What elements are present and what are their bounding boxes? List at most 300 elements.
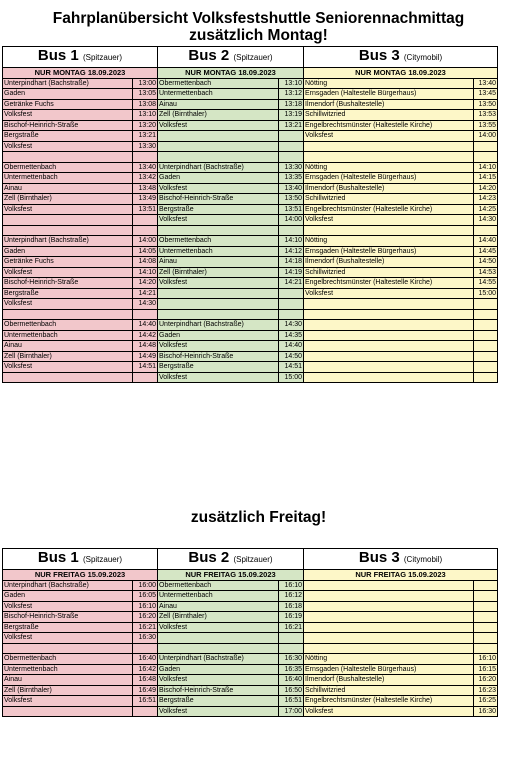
stop-name: Nötting bbox=[304, 78, 474, 89]
departure-time: 13:20 bbox=[133, 120, 158, 131]
departure-time: 14:55 bbox=[474, 278, 498, 289]
table-row bbox=[3, 99, 498, 110]
stop-name: Ilmendorf (Bushaltestelle) bbox=[304, 183, 474, 194]
stop-name: Zell (Birnthaler) bbox=[3, 685, 133, 696]
stop-name: Unterpindhart (Bachstraße) bbox=[158, 162, 279, 173]
departure-time: 13:49 bbox=[133, 194, 158, 205]
departure-time: 16:30 bbox=[474, 706, 498, 717]
departure-time: 13:40 bbox=[279, 183, 304, 194]
stop-name bbox=[304, 341, 474, 352]
departure-time: 13:10 bbox=[279, 78, 304, 89]
departure-time bbox=[474, 309, 498, 320]
stop-name: Volksfest bbox=[3, 110, 133, 121]
departure-time: 16:23 bbox=[474, 685, 498, 696]
departure-time: 13:53 bbox=[474, 110, 498, 121]
stop-name: Ainau bbox=[3, 341, 133, 352]
stop-name: Bergstraße bbox=[158, 696, 279, 707]
stop-name bbox=[304, 612, 474, 623]
departure-time bbox=[279, 309, 304, 320]
date-label: NUR MONTAG 18.09.2023 bbox=[158, 68, 304, 79]
stop-name: Gaden bbox=[3, 89, 133, 100]
departure-time: 14:49 bbox=[133, 351, 158, 362]
stop-name: Bischof-Heinrich-Straße bbox=[158, 685, 279, 696]
table-row bbox=[3, 152, 498, 163]
stop-name: Volksfest bbox=[3, 696, 133, 707]
stop-name: Schillwitzried bbox=[304, 110, 474, 121]
stop-name: Volksfest bbox=[158, 706, 279, 717]
departure-time: 14:40 bbox=[474, 236, 498, 247]
table-row bbox=[3, 351, 498, 362]
departure-time: 13:21 bbox=[133, 131, 158, 142]
stop-name bbox=[304, 141, 474, 152]
stop-name bbox=[304, 580, 474, 591]
stop-name: Volksfest bbox=[304, 288, 474, 299]
departure-time: 16:15 bbox=[474, 664, 498, 675]
departure-time: 16:42 bbox=[133, 664, 158, 675]
stop-name: Unterpindhart (Bachstraße) bbox=[3, 580, 133, 591]
departure-time: 13:51 bbox=[279, 204, 304, 215]
departure-time: 17:00 bbox=[279, 706, 304, 717]
table-row bbox=[3, 591, 498, 602]
departure-time: 13:30 bbox=[133, 141, 158, 152]
stop-name: Ernsgaden (Haltestelle Bürgerhaus) bbox=[304, 89, 474, 100]
date-row bbox=[3, 570, 498, 581]
stop-name bbox=[3, 309, 133, 320]
stop-name bbox=[3, 215, 133, 226]
departure-time bbox=[133, 643, 158, 654]
page-title: Fahrplanübersicht Volksfestshuttle Seniorennachmittag bbox=[52, 10, 465, 27]
bus-name: Bus 3 bbox=[358, 549, 400, 566]
departure-time bbox=[474, 152, 498, 163]
departure-time: 16:35 bbox=[279, 664, 304, 675]
stop-name: Nötting bbox=[304, 654, 474, 665]
table-row bbox=[3, 204, 498, 215]
stop-name: Schillwitzried bbox=[304, 194, 474, 205]
table-row bbox=[3, 341, 498, 352]
table-row bbox=[3, 320, 498, 331]
departure-time: 14:25 bbox=[474, 204, 498, 215]
departure-time: 14:40 bbox=[279, 341, 304, 352]
stop-name: Obermettenbach bbox=[158, 580, 279, 591]
departure-time: 13:08 bbox=[133, 99, 158, 110]
stop-name bbox=[304, 330, 474, 341]
departure-time bbox=[474, 633, 498, 644]
table-row bbox=[3, 706, 498, 717]
stop-name: Engelbrechtsmünster (Haltestelle Kirche) bbox=[304, 696, 474, 707]
stop-name: Ainau bbox=[3, 183, 133, 194]
stop-name: Volksfest bbox=[304, 131, 474, 142]
table-row bbox=[3, 236, 498, 247]
bus-header-3 bbox=[304, 549, 498, 570]
stop-name: Volksfest bbox=[304, 215, 474, 226]
departure-time: 15:00 bbox=[474, 288, 498, 299]
departure-time: 16:40 bbox=[279, 675, 304, 686]
departure-time bbox=[133, 309, 158, 320]
stop-name bbox=[304, 351, 474, 362]
monday-schedule-table bbox=[2, 46, 498, 383]
departure-time: 16:21 bbox=[279, 622, 304, 633]
stop-name: Bergstraße bbox=[3, 131, 133, 142]
bus-name: Bus 3 bbox=[358, 47, 400, 64]
stop-name bbox=[158, 643, 279, 654]
stop-name: Schillwitzried bbox=[304, 685, 474, 696]
bus-name: Bus 1 bbox=[37, 47, 79, 64]
stop-name: Untermettenbach bbox=[3, 330, 133, 341]
stop-name: Volksfest bbox=[158, 183, 279, 194]
stop-name: Obermettenbach bbox=[3, 162, 133, 173]
departure-time: 16:19 bbox=[279, 612, 304, 623]
page-subtitle-monday: zusätzlich Montag! bbox=[189, 27, 328, 44]
table-row bbox=[3, 120, 498, 131]
departure-time: 13:35 bbox=[279, 173, 304, 184]
stop-name: Bischof-Heinrich-Straße bbox=[158, 194, 279, 205]
departure-time: 16:50 bbox=[279, 685, 304, 696]
stop-name: Volksfest bbox=[3, 267, 133, 278]
table-row bbox=[3, 643, 498, 654]
departure-time bbox=[279, 633, 304, 644]
departure-time: 14:51 bbox=[279, 362, 304, 373]
stop-name: Bischof-Heinrich-Straße bbox=[3, 278, 133, 289]
stop-name: Bergstraße bbox=[3, 288, 133, 299]
stop-name: Engelbrechtsmünster (Haltestelle Kirche) bbox=[304, 278, 474, 289]
bus-name: Bus 2 bbox=[188, 549, 230, 566]
departure-time: 13:05 bbox=[133, 89, 158, 100]
departure-time: 16:40 bbox=[133, 654, 158, 665]
stop-name: Ilmendorf (Bushaltestelle) bbox=[304, 675, 474, 686]
departure-time: 13:12 bbox=[279, 89, 304, 100]
table-row bbox=[3, 612, 498, 623]
stop-name: Bergstraße bbox=[158, 362, 279, 373]
table-row bbox=[3, 654, 498, 665]
departure-time bbox=[474, 622, 498, 633]
departure-time bbox=[279, 225, 304, 236]
stop-name: Volksfest bbox=[3, 601, 133, 612]
departure-time: 16:30 bbox=[133, 633, 158, 644]
table-row bbox=[3, 89, 498, 100]
stop-name bbox=[3, 706, 133, 717]
date-label: NUR MONTAG 18.09.2023 bbox=[3, 68, 158, 79]
departure-time: 14:50 bbox=[279, 351, 304, 362]
departure-time: 14:30 bbox=[133, 299, 158, 310]
departure-time: 16:21 bbox=[133, 622, 158, 633]
table-row bbox=[3, 633, 498, 644]
stop-name: Volksfest bbox=[3, 362, 133, 373]
stop-name: Unterpindhart (Bachstraße) bbox=[3, 78, 133, 89]
stop-name bbox=[304, 320, 474, 331]
departure-time: 13:30 bbox=[279, 162, 304, 173]
departure-time: 13:42 bbox=[133, 173, 158, 184]
departure-time: 14:20 bbox=[474, 183, 498, 194]
departure-time: 14:21 bbox=[279, 278, 304, 289]
departure-time: 14:30 bbox=[279, 320, 304, 331]
stop-name: Volksfest bbox=[158, 278, 279, 289]
departure-time: 16:12 bbox=[279, 591, 304, 602]
table-row bbox=[3, 110, 498, 121]
bus-operator: (Citymobil) bbox=[403, 53, 443, 62]
stop-name: Obermettenbach bbox=[3, 320, 133, 331]
stop-name: Obermettenbach bbox=[158, 78, 279, 89]
table-row bbox=[3, 278, 498, 289]
departure-time: 14:23 bbox=[474, 194, 498, 205]
departure-time bbox=[279, 141, 304, 152]
departure-time: 14:48 bbox=[133, 341, 158, 352]
friday-schedule-table bbox=[2, 548, 498, 717]
stop-name: Gaden bbox=[158, 330, 279, 341]
stop-name: Volksfest bbox=[158, 215, 279, 226]
stop-name bbox=[304, 601, 474, 612]
stop-name: Bischof-Heinrich-Straße bbox=[3, 120, 133, 131]
stop-name: Gaden bbox=[3, 246, 133, 257]
departure-time: 14:20 bbox=[133, 278, 158, 289]
departure-time bbox=[279, 152, 304, 163]
stop-name: Volksfest bbox=[158, 622, 279, 633]
table-row bbox=[3, 580, 498, 591]
table-row bbox=[3, 299, 498, 310]
stop-name: Volksfest bbox=[3, 141, 133, 152]
stop-name bbox=[304, 362, 474, 373]
stop-name bbox=[158, 299, 279, 310]
stop-name bbox=[304, 299, 474, 310]
table-row bbox=[3, 194, 498, 205]
table-row bbox=[3, 246, 498, 257]
date-label: NUR FREITAG 15.09.2023 bbox=[3, 570, 158, 581]
stop-name: Untermettenbach bbox=[3, 664, 133, 675]
departure-time: 16:51 bbox=[133, 696, 158, 707]
departure-time: 14:30 bbox=[474, 215, 498, 226]
table-row bbox=[3, 288, 498, 299]
table-row bbox=[3, 78, 498, 89]
departure-time: 13:21 bbox=[279, 120, 304, 131]
stop-name: Nötting bbox=[304, 162, 474, 173]
stop-name: Gaden bbox=[158, 664, 279, 675]
stop-name: Bergstraße bbox=[158, 204, 279, 215]
stop-name: Zell (Birnthaler) bbox=[3, 194, 133, 205]
departure-time: 16:05 bbox=[133, 591, 158, 602]
bus-header-3 bbox=[304, 47, 498, 68]
stop-name bbox=[158, 309, 279, 320]
departure-time: 13:10 bbox=[133, 110, 158, 121]
stop-name: Untermettenbach bbox=[158, 591, 279, 602]
date-row bbox=[3, 68, 498, 79]
date-label: NUR MONTAG 18.09.2023 bbox=[304, 68, 498, 79]
table-row bbox=[3, 622, 498, 633]
bus-operator: (Spitzauer) bbox=[233, 53, 273, 62]
departure-time bbox=[474, 330, 498, 341]
table-row bbox=[3, 257, 498, 268]
departure-time bbox=[474, 612, 498, 623]
departure-time: 14:10 bbox=[133, 267, 158, 278]
stop-name: Engelbrechtsmünster (Haltestelle Kirche) bbox=[304, 120, 474, 131]
departure-time: 13:50 bbox=[474, 99, 498, 110]
date-label: NUR FREITAG 15.09.2023 bbox=[158, 570, 304, 581]
stop-name: Volksfest bbox=[158, 675, 279, 686]
stop-name bbox=[304, 225, 474, 236]
stop-name bbox=[3, 643, 133, 654]
departure-time bbox=[474, 372, 498, 383]
departure-time: 14:08 bbox=[133, 257, 158, 268]
stop-name bbox=[3, 152, 133, 163]
departure-time bbox=[474, 580, 498, 591]
departure-time: 16:18 bbox=[279, 601, 304, 612]
departure-time: 16:20 bbox=[474, 675, 498, 686]
departure-time bbox=[279, 131, 304, 142]
stop-name: Untermettenbach bbox=[158, 89, 279, 100]
bus-header-row bbox=[3, 47, 498, 68]
departure-time bbox=[474, 299, 498, 310]
stop-name bbox=[304, 152, 474, 163]
stop-name: Ainau bbox=[158, 257, 279, 268]
table-row bbox=[3, 141, 498, 152]
departure-time: 14:50 bbox=[474, 257, 498, 268]
table-row bbox=[3, 183, 498, 194]
stop-name: Volksfest bbox=[158, 372, 279, 383]
table-row bbox=[3, 664, 498, 675]
departure-time bbox=[133, 225, 158, 236]
stop-name: Nötting bbox=[304, 236, 474, 247]
stop-name: Ilmendorf (Bushaltestelle) bbox=[304, 99, 474, 110]
stop-name: Ernsgaden (Haltestelle Bürgerhaus) bbox=[304, 246, 474, 257]
table-row bbox=[3, 215, 498, 226]
departure-time: 14:05 bbox=[133, 246, 158, 257]
table-row bbox=[3, 173, 498, 184]
departure-time: 14:15 bbox=[474, 173, 498, 184]
stop-name bbox=[304, 633, 474, 644]
departure-time: 16:10 bbox=[474, 654, 498, 665]
departure-time: 16:49 bbox=[133, 685, 158, 696]
table-row bbox=[3, 267, 498, 278]
bus-header-row bbox=[3, 549, 498, 570]
stop-name: Bischof-Heinrich-Straße bbox=[3, 612, 133, 623]
table-row bbox=[3, 685, 498, 696]
stop-name bbox=[158, 141, 279, 152]
stop-name: Obermettenbach bbox=[158, 236, 279, 247]
stop-name bbox=[304, 372, 474, 383]
table-row bbox=[3, 675, 498, 686]
friday-heading: zusätzlich Freitag! bbox=[190, 509, 327, 526]
stop-name: Volksfest bbox=[158, 120, 279, 131]
stop-name: Volksfest bbox=[158, 341, 279, 352]
departure-time: 13:19 bbox=[279, 110, 304, 121]
stop-name bbox=[158, 288, 279, 299]
departure-time bbox=[474, 591, 498, 602]
stop-name bbox=[304, 309, 474, 320]
departure-time bbox=[133, 706, 158, 717]
stop-name: Zell (Birnthaler) bbox=[158, 110, 279, 121]
table-row bbox=[3, 696, 498, 707]
departure-time: 13:45 bbox=[474, 89, 498, 100]
stop-name: Zell (Birnthaler) bbox=[3, 351, 133, 362]
stop-name: Getränke Fuchs bbox=[3, 99, 133, 110]
stop-name bbox=[158, 152, 279, 163]
table-row bbox=[3, 601, 498, 612]
departure-time: 14:12 bbox=[279, 246, 304, 257]
stop-name: Unterpindhart (Bachstraße) bbox=[3, 236, 133, 247]
stop-name: Ainau bbox=[158, 601, 279, 612]
bus-header-2 bbox=[158, 47, 304, 68]
departure-time: 14:00 bbox=[133, 236, 158, 247]
bus-header-1 bbox=[3, 47, 158, 68]
stop-name: Untermettenbach bbox=[3, 173, 133, 184]
date-label: NUR FREITAG 15.09.2023 bbox=[304, 570, 498, 581]
stop-name: Ernsgaden (Haltestelle Bürgerhaus) bbox=[304, 664, 474, 675]
table-row bbox=[3, 131, 498, 142]
stop-name bbox=[304, 643, 474, 654]
departure-time: 15:00 bbox=[279, 372, 304, 383]
bus-operator: (Spitzauer) bbox=[233, 555, 273, 564]
departure-time bbox=[474, 141, 498, 152]
stop-name: Volksfest bbox=[3, 299, 133, 310]
departure-time: 13:40 bbox=[133, 162, 158, 173]
bus-header-1 bbox=[3, 549, 158, 570]
bus-operator: (Spitzauer) bbox=[82, 53, 123, 62]
departure-time: 14:21 bbox=[133, 288, 158, 299]
departure-time: 14:10 bbox=[474, 162, 498, 173]
departure-time: 16:48 bbox=[133, 675, 158, 686]
departure-time: 16:30 bbox=[279, 654, 304, 665]
departure-time: 14:45 bbox=[474, 246, 498, 257]
departure-time bbox=[474, 601, 498, 612]
stop-name: Ainau bbox=[3, 675, 133, 686]
departure-time bbox=[133, 215, 158, 226]
stop-name: Engelbrechtsmünster (Haltestelle Kirche) bbox=[304, 204, 474, 215]
bus-operator: (Spitzauer) bbox=[82, 555, 123, 564]
departure-time: 16:00 bbox=[133, 580, 158, 591]
table-row bbox=[3, 309, 498, 320]
stop-name: Obermettenbach bbox=[3, 654, 133, 665]
departure-time: 14:10 bbox=[279, 236, 304, 247]
stop-name: Ernsgaden (Haltestelle Bürgerhaus) bbox=[304, 173, 474, 184]
departure-time: 13:55 bbox=[474, 120, 498, 131]
departure-time: 14:18 bbox=[279, 257, 304, 268]
departure-time: 14:19 bbox=[279, 267, 304, 278]
departure-time: 14:00 bbox=[279, 215, 304, 226]
stop-name: Bergstraße bbox=[3, 622, 133, 633]
bus-header-2 bbox=[158, 549, 304, 570]
stop-name: Gaden bbox=[158, 173, 279, 184]
departure-time bbox=[133, 152, 158, 163]
bus-name: Bus 2 bbox=[188, 47, 230, 64]
departure-time: 13:18 bbox=[279, 99, 304, 110]
departure-time bbox=[133, 372, 158, 383]
stop-name: Bischof-Heinrich-Straße bbox=[158, 351, 279, 362]
departure-time: 14:40 bbox=[133, 320, 158, 331]
stop-name bbox=[304, 622, 474, 633]
stop-name: Zell (Birnthaler) bbox=[158, 267, 279, 278]
stop-name bbox=[158, 225, 279, 236]
departure-time: 16:10 bbox=[133, 601, 158, 612]
departure-time: 13:40 bbox=[474, 78, 498, 89]
stop-name: Ilmendorf (Bushaltestelle) bbox=[304, 257, 474, 268]
departure-time bbox=[474, 225, 498, 236]
departure-time: 13:51 bbox=[133, 204, 158, 215]
table-row bbox=[3, 362, 498, 373]
stop-name: Getränke Fuchs bbox=[3, 257, 133, 268]
departure-time bbox=[279, 288, 304, 299]
stop-name: Unterpindhart (Bachstraße) bbox=[158, 654, 279, 665]
stop-name: Zell (Birnthaler) bbox=[158, 612, 279, 623]
departure-time: 14:35 bbox=[279, 330, 304, 341]
departure-time bbox=[474, 362, 498, 373]
departure-time bbox=[279, 299, 304, 310]
stop-name: Ainau bbox=[158, 99, 279, 110]
stop-name: Gaden bbox=[3, 591, 133, 602]
departure-time bbox=[474, 341, 498, 352]
stop-name bbox=[3, 372, 133, 383]
stop-name bbox=[158, 131, 279, 142]
departure-time bbox=[279, 643, 304, 654]
departure-time: 16:10 bbox=[279, 580, 304, 591]
departure-time: 14:42 bbox=[133, 330, 158, 341]
